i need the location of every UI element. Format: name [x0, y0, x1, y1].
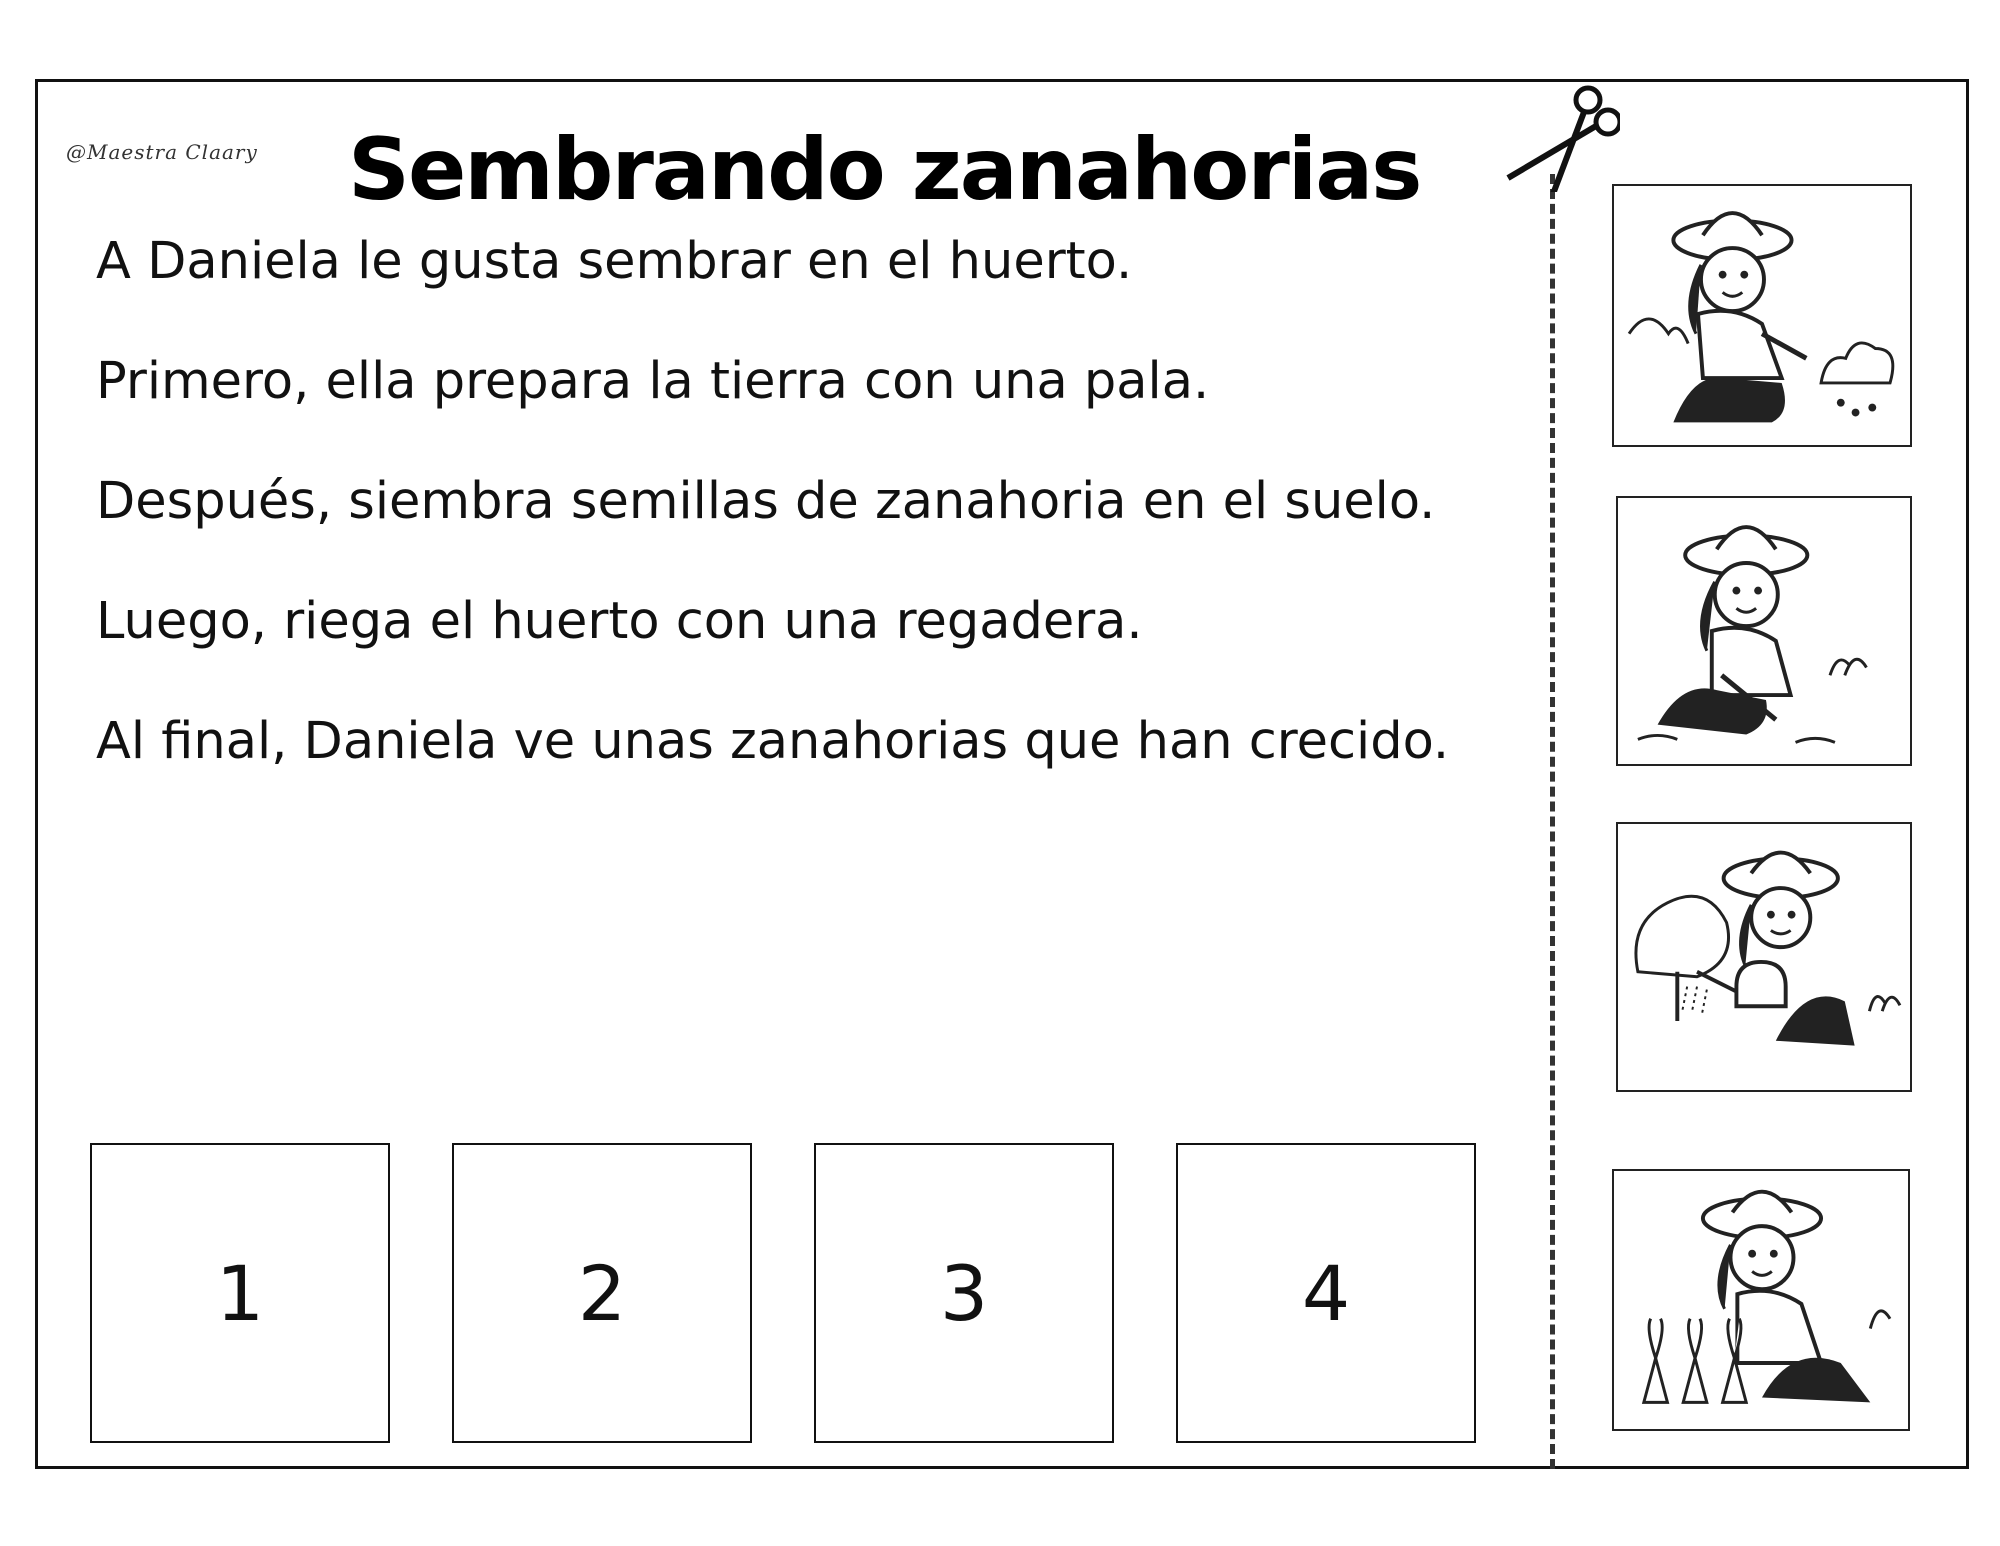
box-number: 1 — [215, 1248, 265, 1338]
answer-box-2[interactable] — [452, 1143, 752, 1443]
story-text — [96, 232, 1506, 832]
answer-box-1[interactable] — [90, 1143, 390, 1443]
picture-card-carrots[interactable] — [1612, 1169, 1910, 1431]
girl-sowing-seeds-icon — [1614, 186, 1910, 445]
girl-digging-with-shovel-icon — [1618, 498, 1910, 764]
story-line-4: Luego, riega el huerto con una regadera. — [96, 592, 1143, 651]
picture-card-sowing[interactable] — [1612, 184, 1912, 447]
story-line-5: Al final, Daniela ve unas zanahorias que han crecido. — [96, 712, 1450, 771]
story-line-3: Después, siembra semillas de zanahoria en el suelo. — [96, 472, 1436, 531]
girl-with-carrots-icon — [1614, 1171, 1908, 1429]
box-number: 3 — [939, 1248, 989, 1338]
answer-box-4[interactable] — [1176, 1143, 1476, 1443]
author-credit: @Maestra Claary — [66, 140, 258, 164]
story-line-1: A Daniela le gusta sembrar en el huerto. — [96, 232, 1133, 291]
scissors-icon — [1500, 82, 1620, 192]
answer-boxes — [90, 1143, 1490, 1445]
answer-box-3[interactable] — [814, 1143, 1114, 1443]
page-title: Sembrando zanahorias — [348, 120, 1421, 220]
picture-card-digging[interactable] — [1616, 496, 1912, 766]
dashed-cut-line — [1550, 174, 1555, 1469]
box-number: 4 — [1301, 1248, 1351, 1338]
box-number: 2 — [577, 1248, 627, 1338]
story-line-2: Primero, ella prepara la tierra con una pala. — [96, 352, 1210, 411]
picture-card-watering[interactable] — [1616, 822, 1912, 1092]
worksheet-frame — [35, 79, 1969, 1469]
girl-watering-garden-icon — [1618, 824, 1910, 1090]
